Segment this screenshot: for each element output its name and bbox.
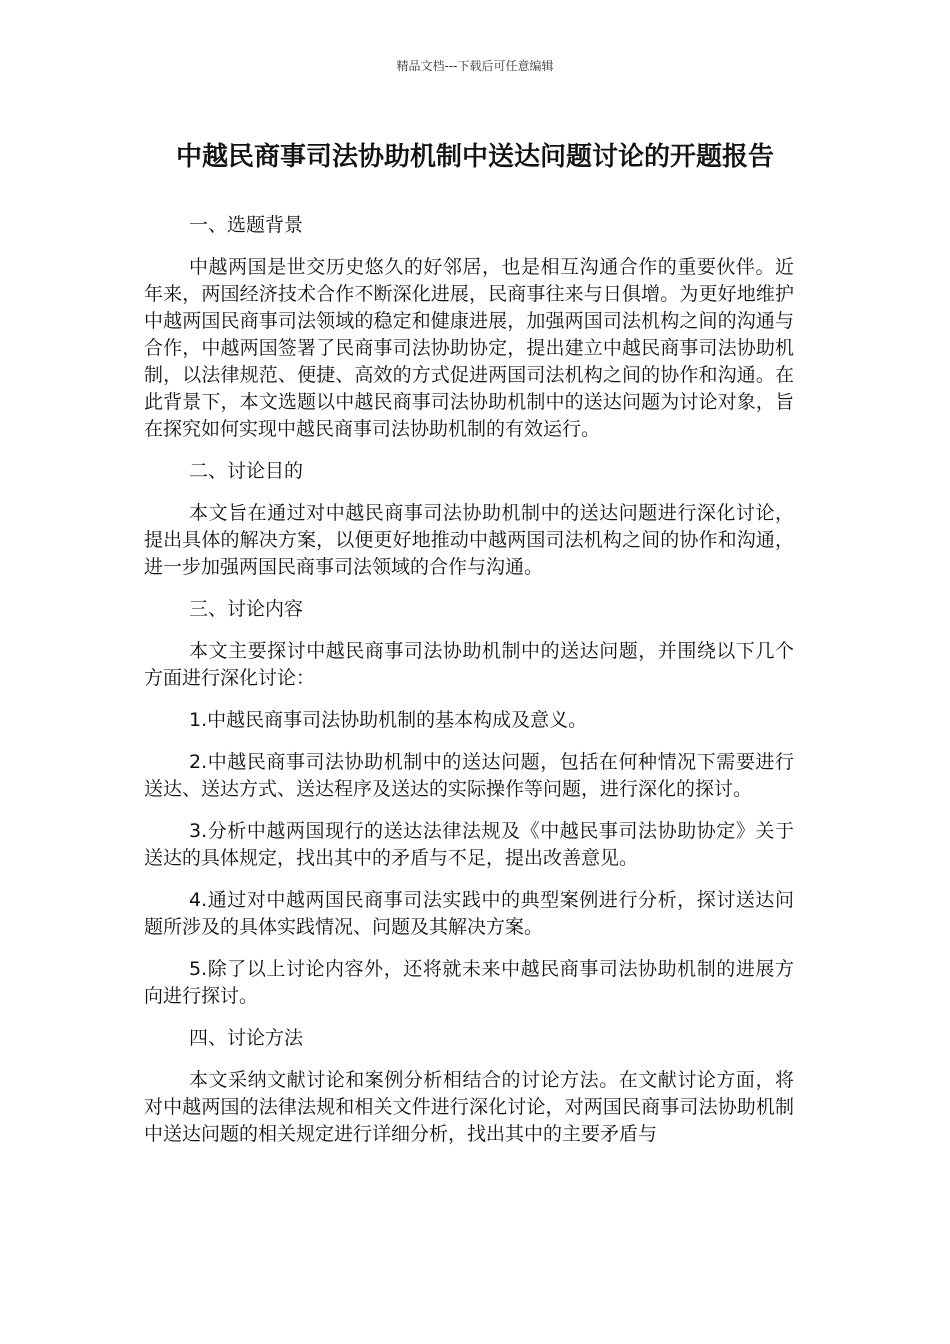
list-item-content-4: 4.通过对中越两国民商事司法实践中的典型案例进行分析，探讨送达问题所涉及的具体实践情况、问题及其解决方案。	[144, 889, 794, 938]
section-heading-purpose: 二、讨论目的	[189, 460, 304, 482]
section-heading-background: 一、选题背景	[189, 214, 304, 236]
list-item-content-3: 3.分析中越两国现行的送达法律法规及《中越民事司法协助协定》关于送达的具体规定，找出其中的矛盾与不足，提出改善意见。	[144, 820, 794, 869]
document-body	[144, 212, 794, 1163]
list-item-content-2: 2.中越民商事司法协助机制中的送达问题，包括在何种情况下需要进行送达、送达方式、送达程序及送达的实际操作等问题，进行深化的探讨。	[144, 751, 794, 800]
paragraph-content-intro: 本文主要探讨中越民商事司法协助机制中的送达问题，并围绕以下几个方面进行深化讨论：	[144, 640, 794, 689]
paragraph-background: 中越两国是世交历史悠久的好邻居，也是相互沟通合作的重要伙伴。近年来，两国经济技术合作不断深化进展，民商事往来与日俱增。为更好地维护中越两国民商事司法领域的稳定和健康进展，加强两国司法机构之间的沟通与合作，中越两国签署了民商事司法协助协定，提出建立中越民商事司法协助机制，以法律规范、便捷、高效的方式促进两国司法机构之间的协作和沟通。在此背景下，本文选题以中越民商事司法协助机制中的送达问题为讨论对象，旨在探究如何实现中越民商事司法协助机制的有效运行。	[144, 256, 794, 440]
section-heading-content: 三、讨论内容	[189, 598, 304, 620]
document-title: 中越民商事司法协助机制中送达问题讨论的开题报告	[175, 142, 774, 172]
section-heading-method: 四、讨论方法	[189, 1027, 304, 1049]
paragraph-purpose: 本文旨在通过对中越民商事司法协助机制中的送达问题进行深化讨论，提出具体的解决方案，以便更好地推动中越两国司法机构之间的协作和沟通，进一步加强两国民商事司法领域的合作与沟通。	[144, 502, 794, 578]
header-note: 精品文档---下载后可任意编辑	[396, 59, 554, 73]
paragraph-method: 本文采纳文献讨论和案例分析相结合的讨论方法。在文献讨论方面，将对中越两国的法律法规和相关文件进行深化讨论，对两国民商事司法协助机制中送达问题的相关规定进行详细分析，找出其中的主要矛盾与	[144, 1069, 794, 1145]
list-item-content-1: 1.中越民商事司法协助机制的基本构成及意义。	[189, 709, 588, 731]
list-item-content-5: 5.除了以上讨论内容外，还将就未来中越民商事司法协助机制的进展方向进行探讨。	[144, 958, 794, 1007]
